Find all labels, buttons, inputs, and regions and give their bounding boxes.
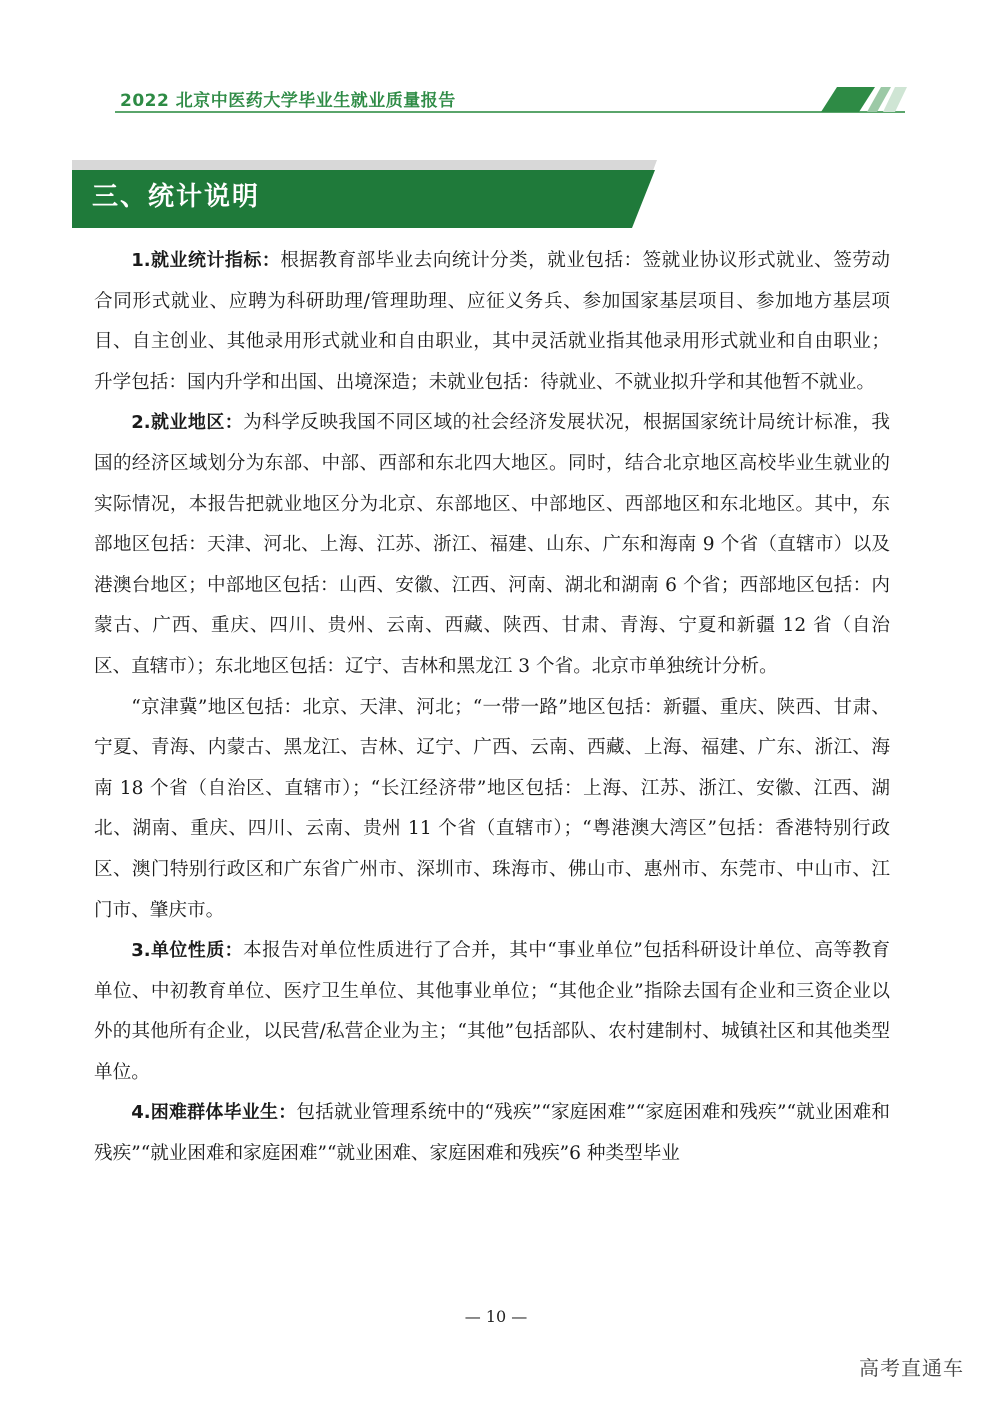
page-number: — 10 — (464, 1307, 528, 1326)
paragraph-lead: 2.就业地区： (131, 412, 244, 434)
section-title: 三、统计说明 (92, 182, 261, 212)
paragraph-employment-regions (94, 403, 890, 687)
paragraph-text: 包括就业管理系统中的“残疾”“家庭困难”“家庭困难和残疾”“就业困难和残疾”“就业困难和家庭困难”“就业困难、家庭困难和残疾”6 种类型毕业 (94, 1102, 890, 1165)
watermark-text: 高考直通车 (859, 1356, 964, 1380)
body-content (94, 241, 890, 1175)
paragraph-lead: 1.就业统计指标： (131, 250, 281, 271)
paragraph-lead: 3.单位性质： (131, 940, 244, 962)
paragraph-lead: 4.困难群体毕业生： (131, 1102, 297, 1124)
paragraph-employment-indicators (94, 241, 890, 403)
paragraph-text: 为科学反映我国不同区域的社会经济发展状况，根据国家统计局统计标准，我国的经济区域划分为东部、中部、西部和东北四大地区。同时，结合北京地区高校毕业生就业的实际情况，本报告把就业地区分为北京、东部地区、中部地区、西部地区和东北地区。其中，东部地区包括：天津、河北、上海、江苏、浙江、福建、山东、广东和海南 9 个省（直辖市）以及港澳台地区；中部地区包括：山西、安徽、江西、河南、湖北和湖南 6 个省；西部地区包括：内蒙古、广西、重庆、四川、贵州、云南、西藏、陕西、甘肃、青海、宁夏和新疆 12 省（自治区、直辖市）；东北地区包括：辽宁、吉林和黑龙江 3 个省。北京市单独统计分析。 (94, 412, 890, 677)
paragraph-special-regions (94, 688, 890, 932)
paragraph-disadvantaged-graduates (94, 1093, 890, 1174)
header-divider (115, 111, 905, 113)
paragraph-text: 根据教育部毕业去向统计分类，就业包括：签就业协议形式就业、签劳动合同形式就业、应聘为科研助理/管理助理、应征义务兵、参加国家基层项目、参加地方基层项目、自主创业、其他录用形式就业和自由职业，其中灵活就业指其他录用形式就业和自由职业；升学包括：国内升学和出国、出境深造；未就业包括：待就业、不就业拟升学和其他暂不就业。 (94, 250, 890, 393)
paragraph-text: 本报告对单位性质进行了合并，其中“事业单位”包括科研设计单位、高等教育单位、中初教育单位、医疗卫生单位、其他事业单位；“其他企业”指除去国有企业和三资企业以外的其他所有企业，以民营/私营企业为主；“其他”包括部队、农村建制村、城镇社区和其他类型单位。 (94, 940, 890, 1083)
header-decoration-icon (815, 85, 910, 113)
paragraph-unit-nature (94, 931, 890, 1093)
report-header-title: 2022 北京中医药大学毕业生就业质量报告 (120, 91, 456, 111)
paragraph-text: “京津冀”地区包括：北京、天津、河北；“一带一路”地区包括：新疆、重庆、陕西、甘肃、宁夏、青海、内蒙古、黑龙江、吉林、辽宁、广西、云南、西藏、上海、福建、广东、浙江、海南 18 个省（自治区、直辖市）；“长江经济带”地区包括：上海、江苏、浙江、安徽、江西、湖北、湖南、重庆、四川、云南、贵州 11 个省（直辖市）；“粤港澳大湾区”包括：香港特别行政区、澳门特别行政区和广东省广州市、深圳市、珠海市、佛山市、惠州市、东莞市、中山市、江门市、肇庆市。 (94, 696, 890, 921)
